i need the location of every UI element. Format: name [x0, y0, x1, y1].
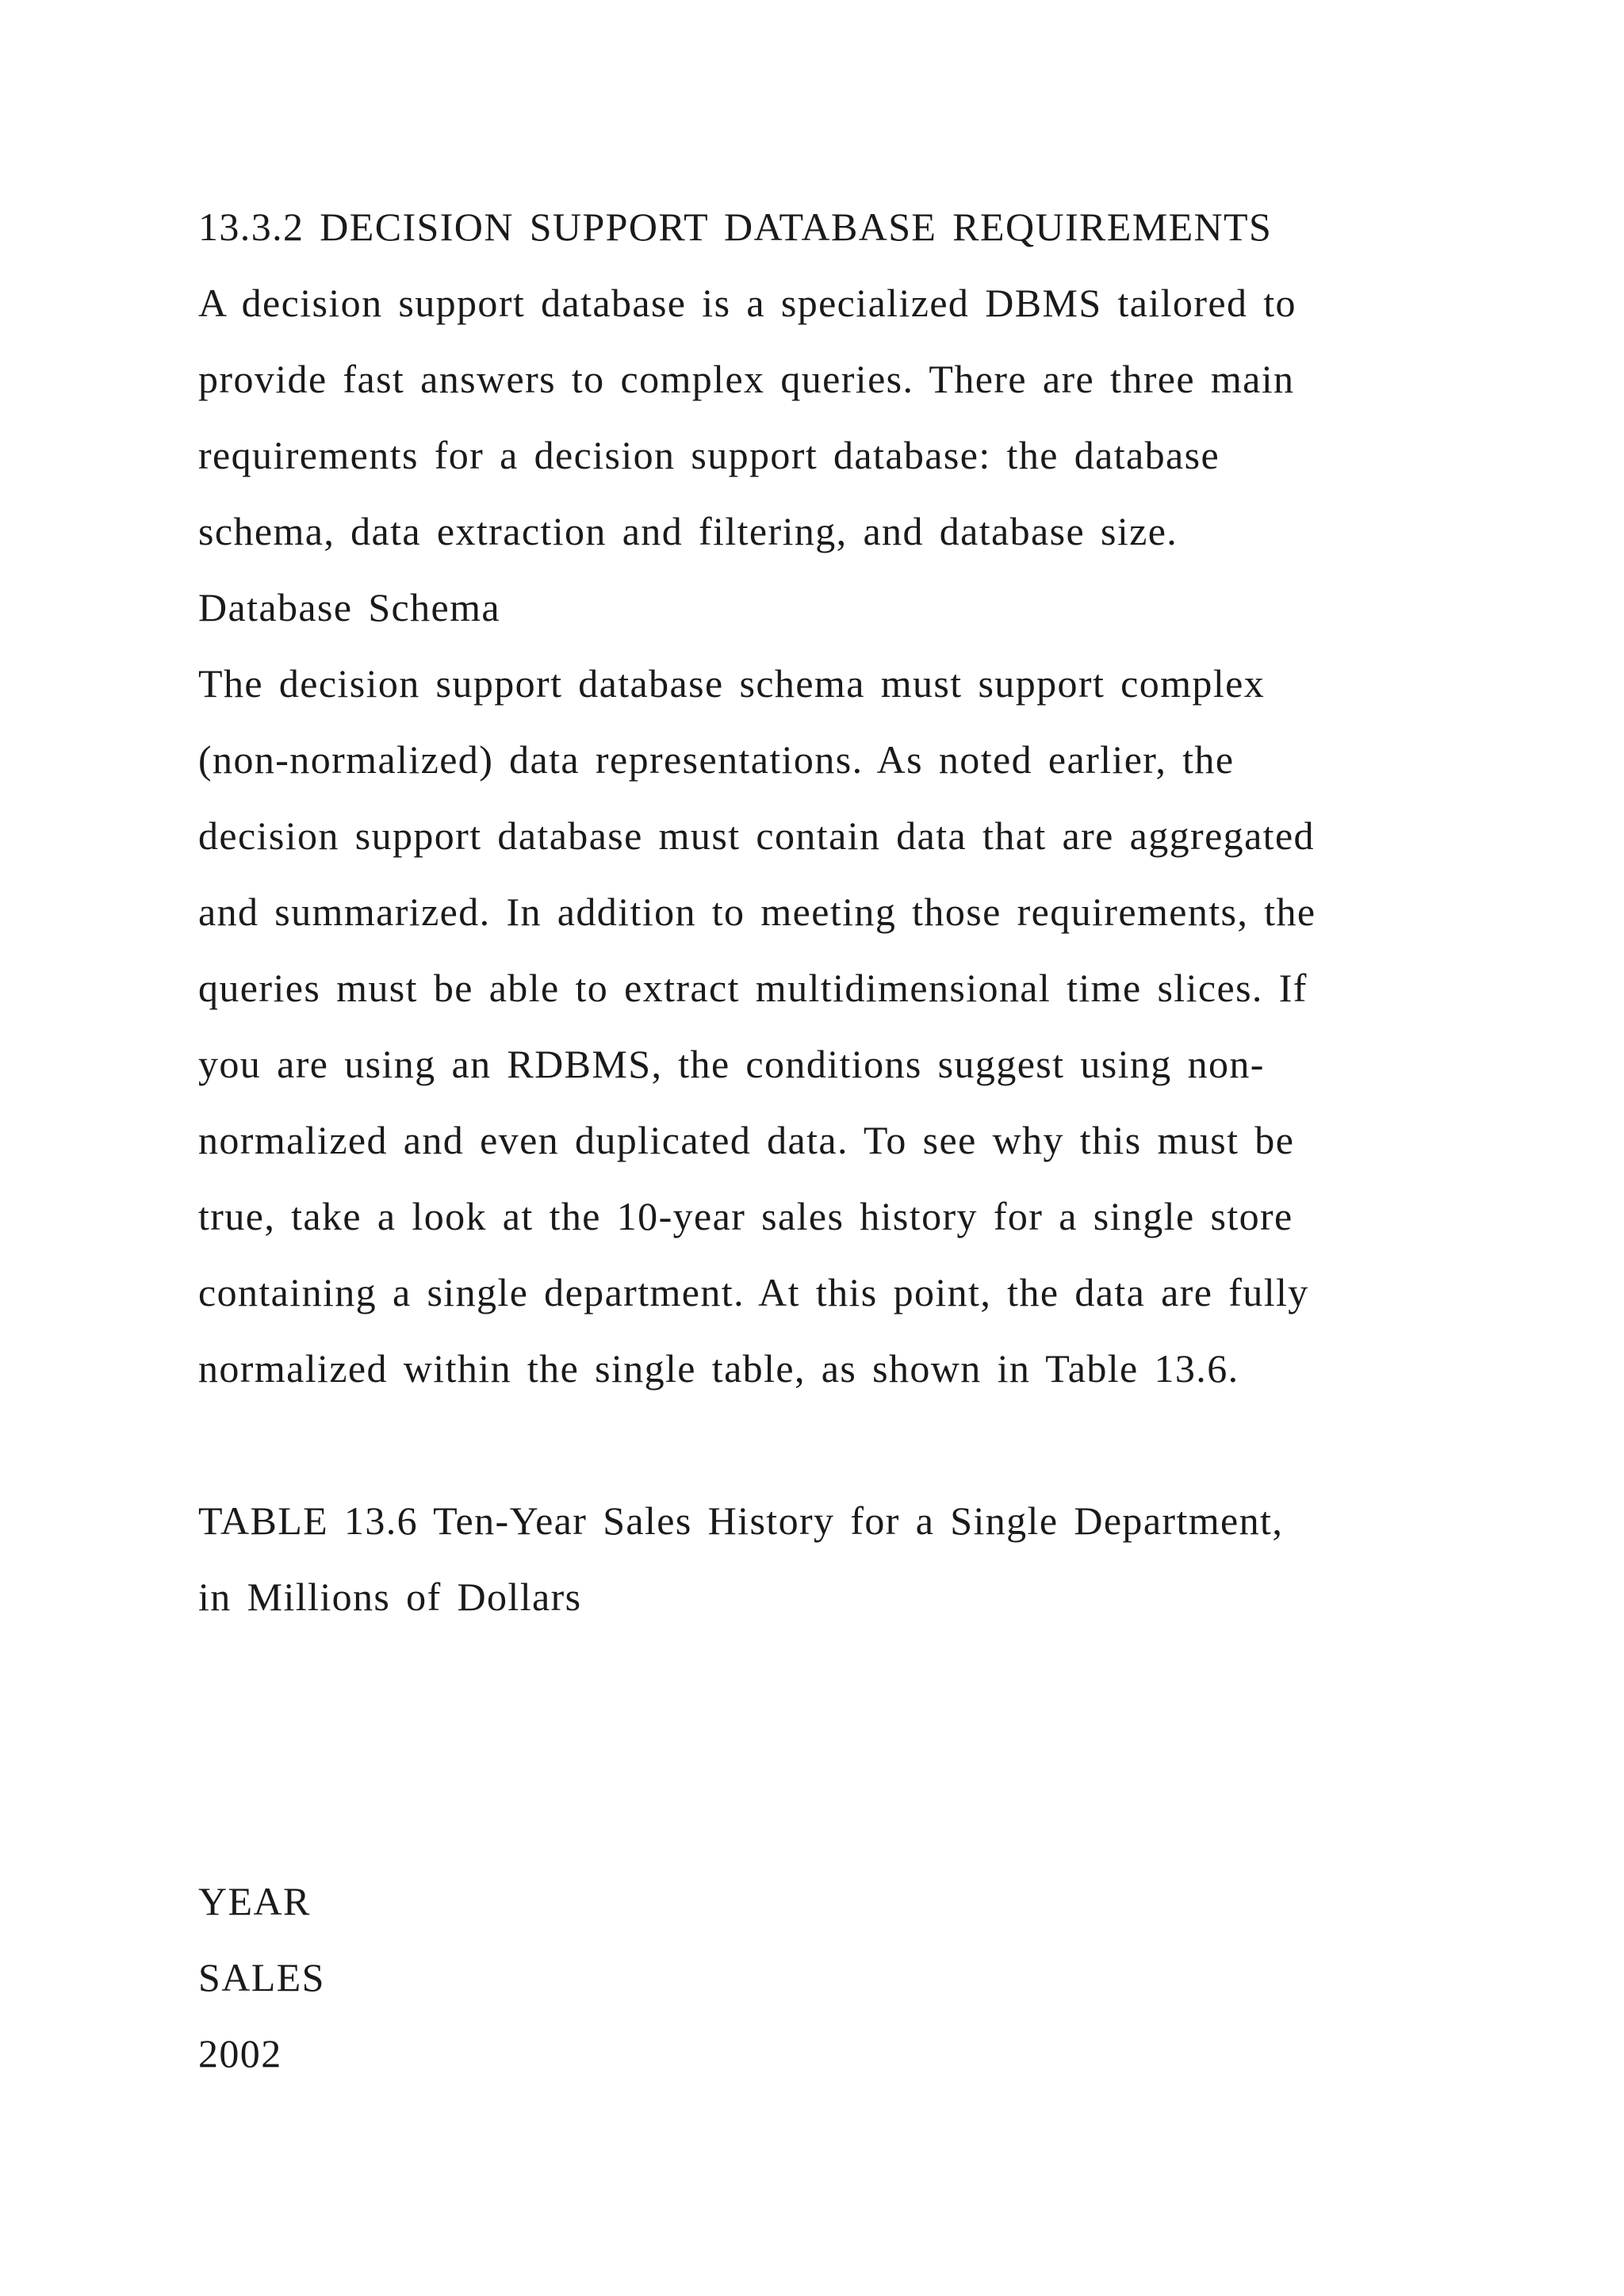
table-cell-year: 2002 [198, 2031, 282, 2076]
table-header-sales: SALES [198, 1955, 325, 1999]
body-paragraph [198, 645, 1499, 1406]
body-line: queries must be able to extract multidimensional time slices. If [198, 966, 1308, 1010]
intro-line: schema, data extraction and filtering, and database size. [198, 509, 1178, 553]
spacer [198, 1635, 1499, 1863]
intro-paragraph [198, 265, 1499, 569]
table-caption [198, 1483, 1499, 1635]
body-line: containing a single department. At this point, the data are fully [198, 1270, 1309, 1314]
spacer [198, 1406, 1499, 1483]
sales-table [198, 1863, 1499, 2091]
subheading: Database Schema [198, 585, 501, 629]
intro-line: requirements for a decision support database: the database [198, 433, 1220, 477]
section-heading: 13.3.2 DECISION SUPPORT DATABASE REQUIREMENTS [198, 205, 1273, 249]
intro-line: A decision support database is a specialized DBMS tailored to [198, 281, 1297, 325]
table-caption-line: TABLE 13.6 Ten-Year Sales History for a Single Department, [198, 1498, 1284, 1543]
body-line: normalized and even duplicated data. To see why this must be [198, 1118, 1295, 1162]
table-caption-line: in Millions of Dollars [198, 1575, 582, 1619]
body-line: decision support database must contain data that are aggregated [198, 813, 1315, 858]
body-line: (non-normalized) data representations. As noted earlier, the [198, 737, 1235, 782]
table-header-year: YEAR [198, 1879, 311, 1923]
body-line: you are using an RDBMS, the conditions suggest using non- [198, 1042, 1265, 1086]
intro-line: provide fast answers to complex queries. There are three main [198, 357, 1295, 401]
body-line: true, take a look at the 10-year sales history for a single store [198, 1194, 1293, 1238]
document-content [198, 189, 1499, 2091]
body-line: normalized within the single table, as shown in Table 13.6. [198, 1346, 1239, 1391]
body-line: The decision support database schema must support complex [198, 661, 1266, 706]
body-line: and summarized. In addition to meeting those requirements, the [198, 890, 1316, 934]
